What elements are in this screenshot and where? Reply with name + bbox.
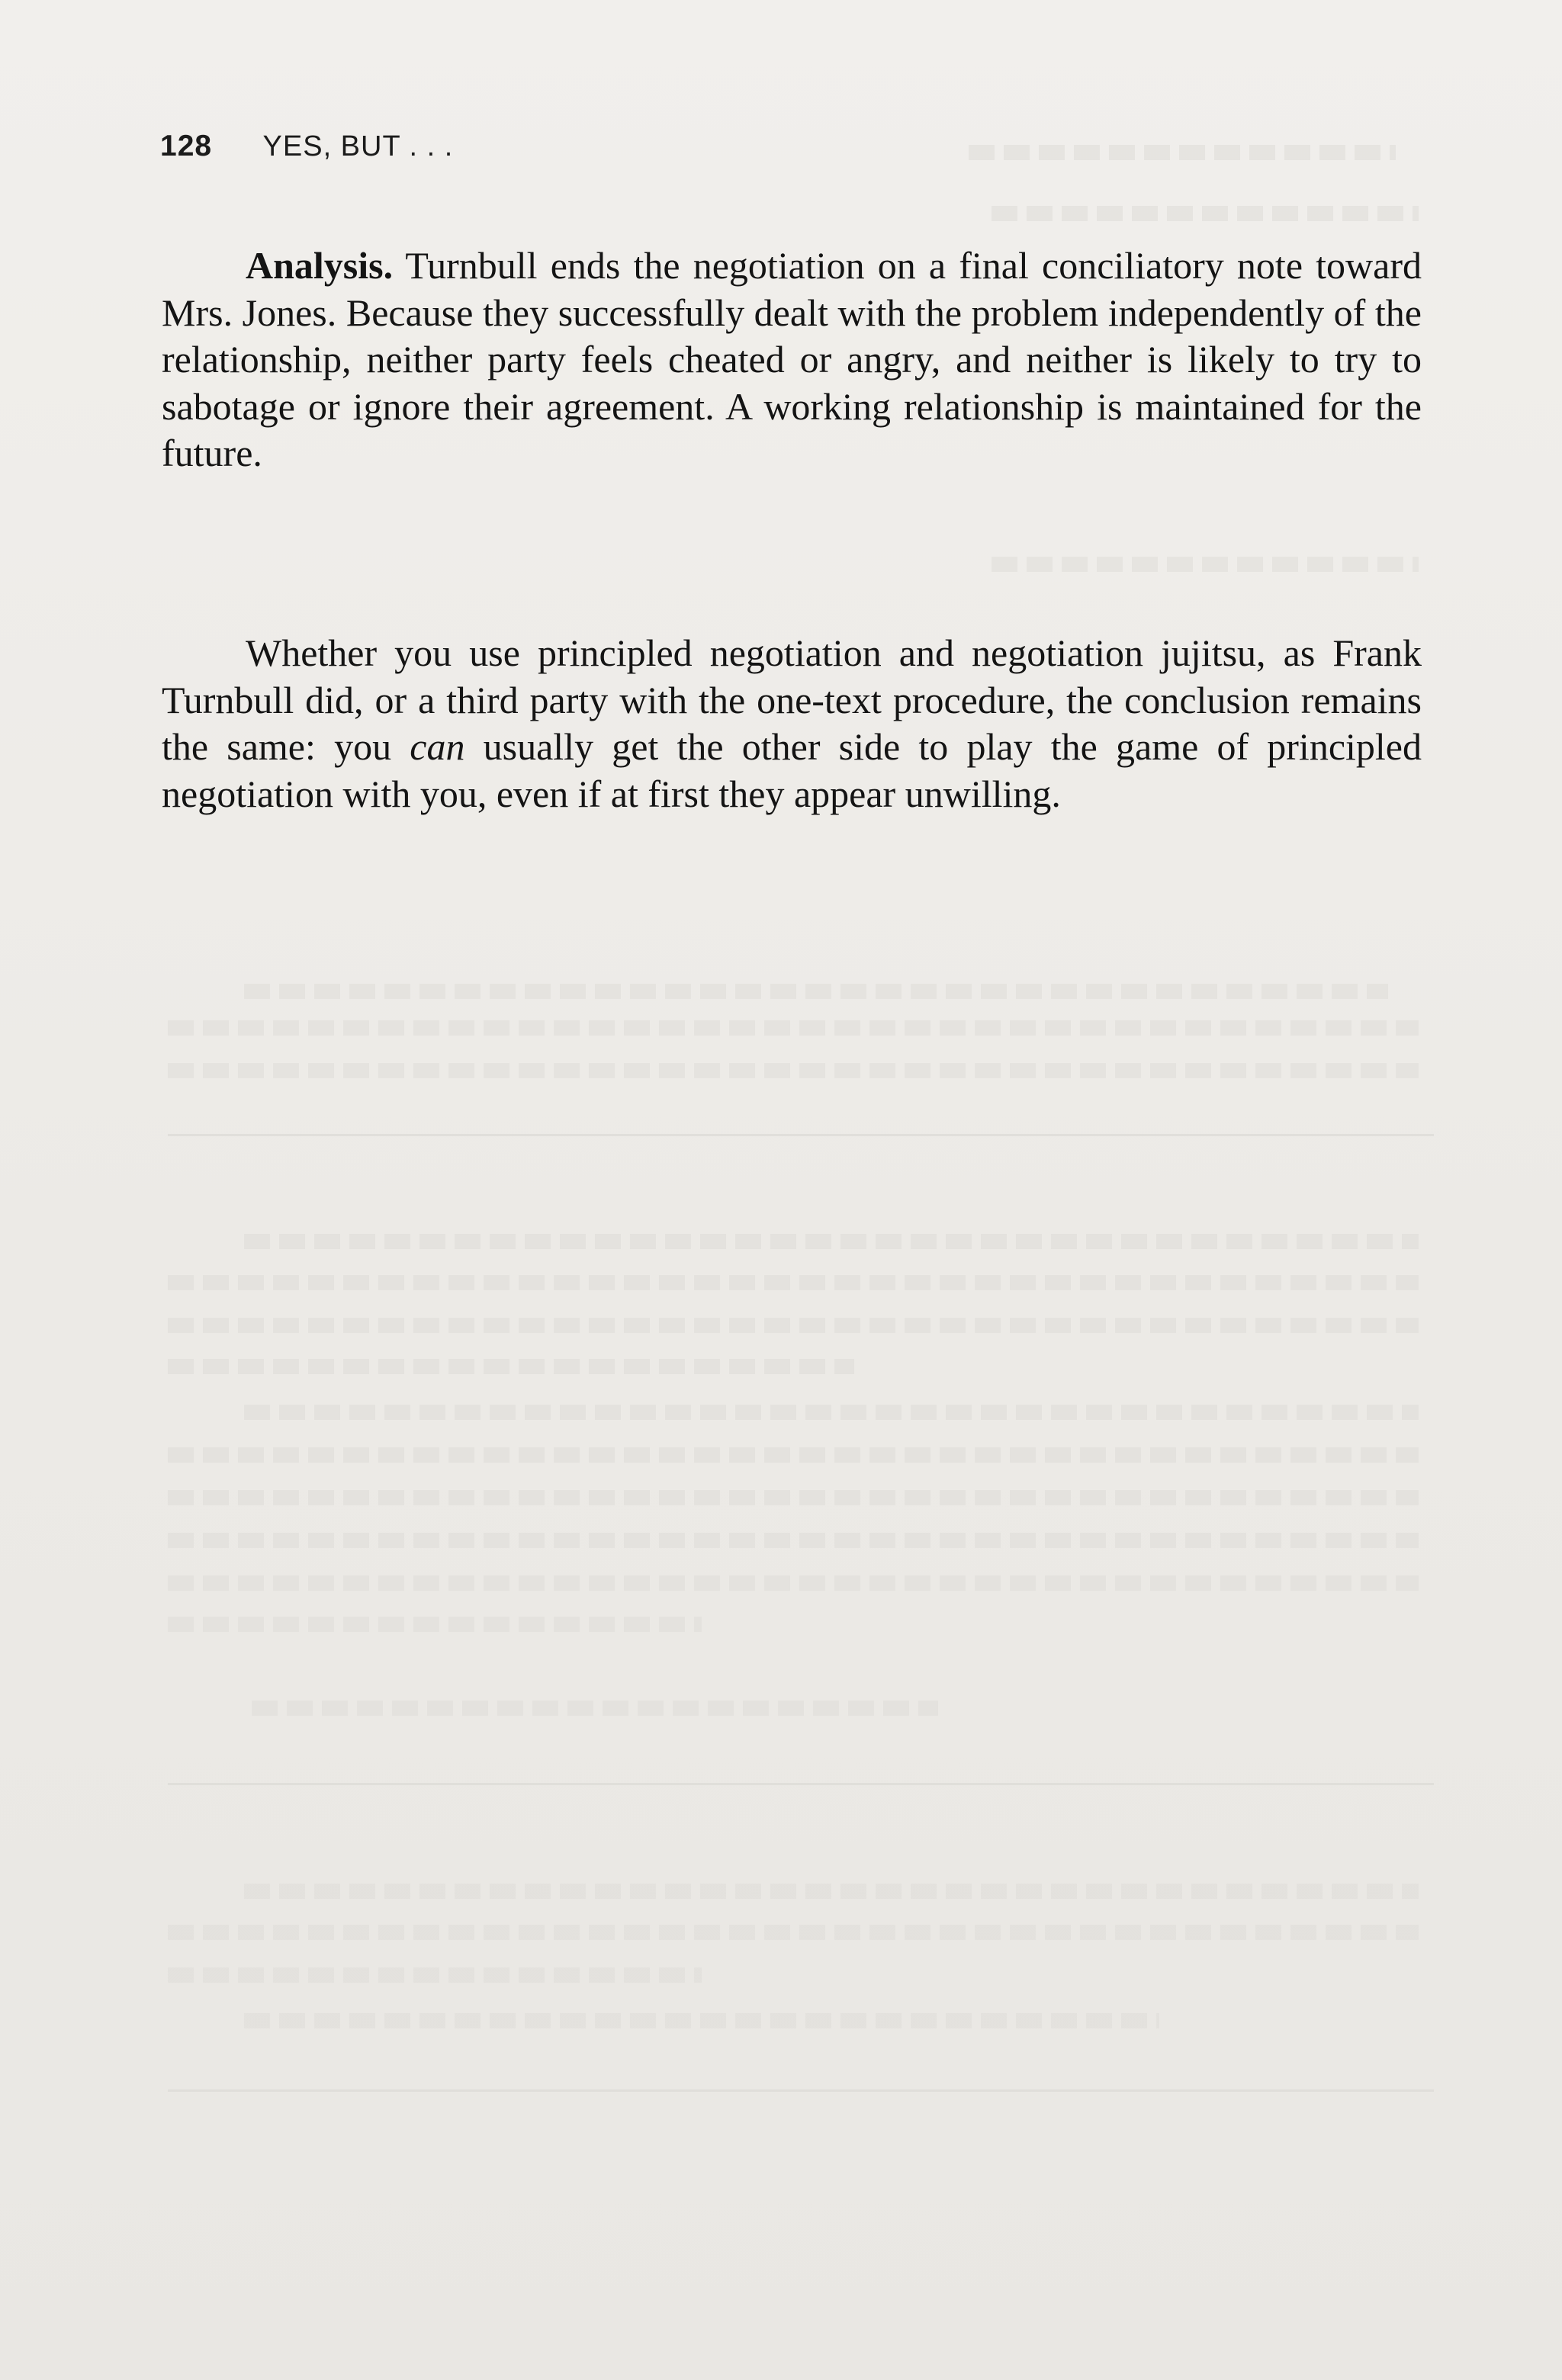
analysis-paragraph [162, 242, 1422, 477]
page-number: 128 [160, 130, 213, 162]
page-header [160, 130, 453, 163]
emphasized-word: can [410, 725, 465, 768]
analysis-paragraph-text: Turnbull ends the negotiation on a final conciliatory note toward Mrs. Jones. Because they successfully dealt with the problem independently of the relationship, neither party feels cheated or angry, and neither is likely to try to sabotage or ignore their agreement. A working relationship is maintained for the future. [162, 244, 1422, 474]
analysis-run-in-heading: Analysis. [246, 244, 394, 287]
running-head: YES, BUT . . . [262, 130, 454, 162]
conclusion-paragraph [162, 630, 1422, 817]
conclusion-text-before: Whether you use principled negotiation and negotiation jujitsu, as Frank Turnbull did, or a third party with the one-text procedure, the conclusion remains the same: you [162, 631, 1422, 768]
conclusion-text-after: usually get the other side to play the game of principled negotiation with you, even if at first they appear unwilling. [162, 725, 1422, 815]
